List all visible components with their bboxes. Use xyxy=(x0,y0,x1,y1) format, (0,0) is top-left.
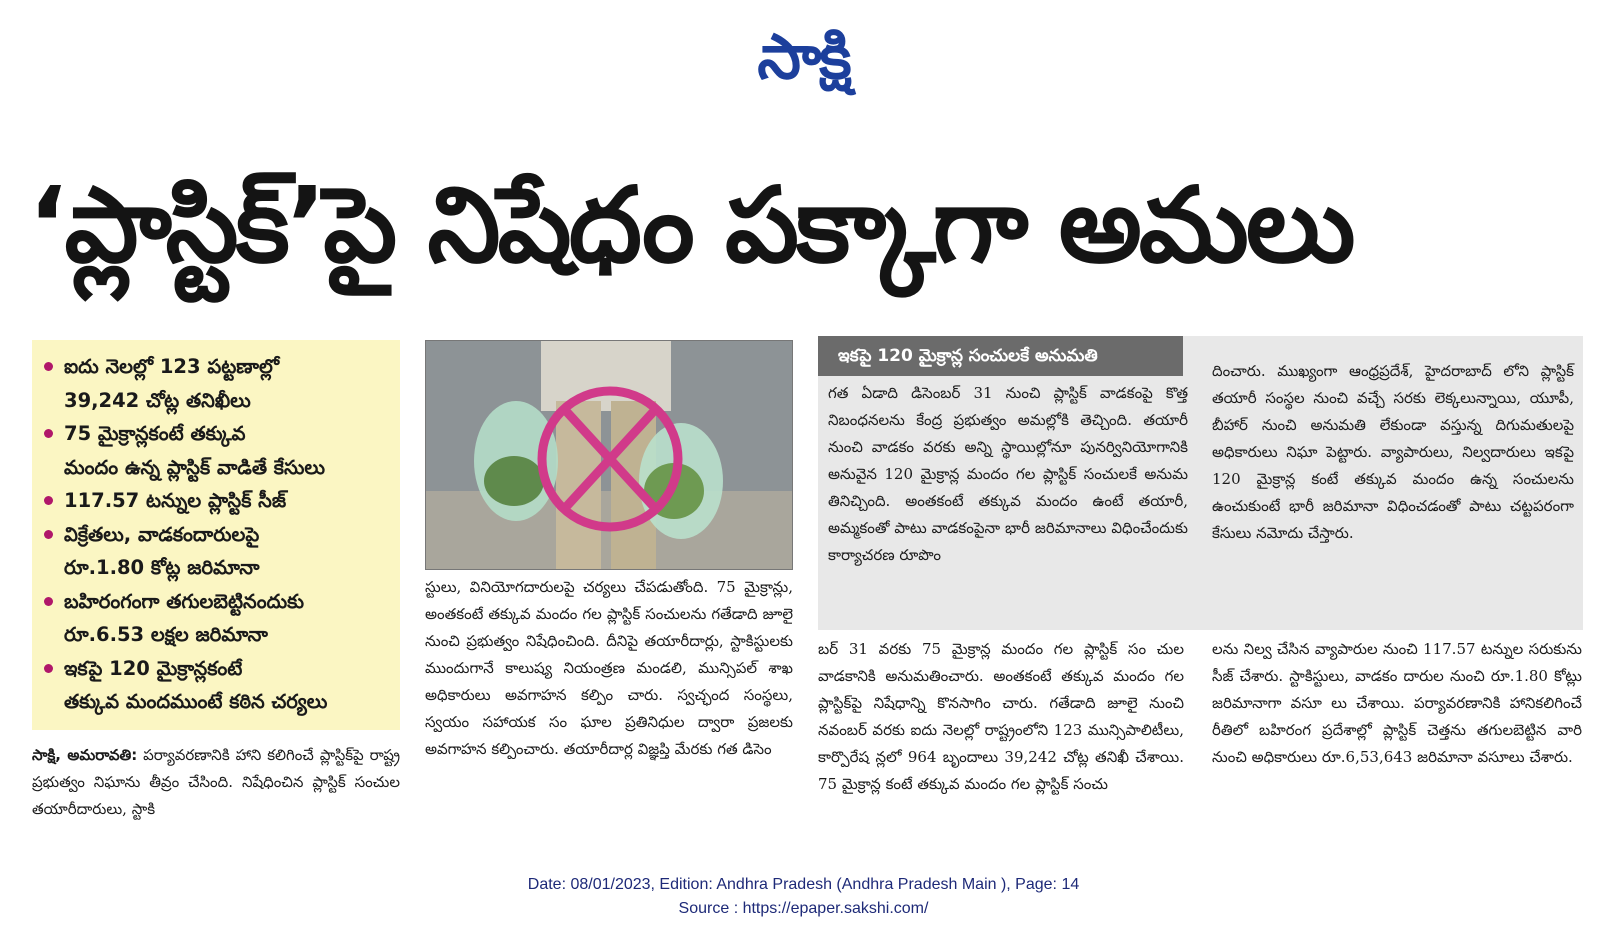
bullet-dot-icon xyxy=(44,597,53,606)
body-paragraph: బర్ 31 వరకు 75 మైక్రాన్ల మందం గల ప్లాస్టిక్ సం చుల వాడకానికి అనుమతించారు. అంతకంటే తక్కువ మందం గల ప్లాస్టిక్‌పై నిషేధాన్ని కొనసాగిం చారు. గతేడాది జూలై నుంచి నవంబర్ వరకు ఐదు నెలల్లో రాష్ట్రంలోని 123 మున్సిపాలిటీలు, కార్పొరేష న్లలో 964 బృందాలు 39,242 చోట్ల తనిఖీ చేశాయి. 75 మైక్రాన్ల కంటే తక్కువ మందం గల ప్లాస్టిక్ సంచు xyxy=(818,640,1184,793)
bullet-dot-icon xyxy=(44,496,53,505)
footer-source: Source : https://epaper.sakshi.com/ xyxy=(678,900,929,917)
bullet-dot-icon xyxy=(44,429,53,438)
highlight-line: 39,242 చోట్ల తనిఖీలు xyxy=(64,388,251,412)
article-column-4 xyxy=(1212,636,1582,771)
highlight-line: రూ.1.80 కోట్ల జరిమానా xyxy=(64,556,260,579)
bullet-dot-icon xyxy=(44,362,53,371)
article-column-2 xyxy=(425,574,793,763)
bullet-dot-icon xyxy=(44,664,53,673)
highlight-item xyxy=(42,350,392,417)
sidebar-box-right-text xyxy=(1212,358,1574,547)
highlight-item xyxy=(42,417,392,484)
highlight-line: బహిరంగంగా తగులబెట్టినందుకు xyxy=(64,589,305,613)
plastic-bags-ban-illustration xyxy=(426,341,793,570)
body-paragraph: గత ఏడాది డిసెంబర్ 31 నుంచి ప్లాస్టిక్ వాడకంపై కొత్త నిబంధనలను కేంద్ర ప్రభుత్వం అమల్లోకి తెచ్చింది. తయారీ నుంచి వాడకం వరకు అన్ని స్థాయిల్లోనూ పునర్వినియోగానికి అనువైన 120 మైక్రాన్ల మందం గల ప్లాస్టిక్ సంచులకే అనుమ తినిచ్చింది. అంతకంటే తక్కువ మందం ఉంటే తయారీ, అమ్మకంతో పాటు వాడకంపైనా భారీ జరిమానాలు విధించేందుకు కార్యాచరణ రూపొం xyxy=(828,384,1188,564)
highlight-item xyxy=(42,518,392,585)
highlight-item xyxy=(42,652,392,719)
article-headline: ‘ప్లాస్టిక్’పై నిషేధం పక్కాగా అమలు xyxy=(28,164,1353,286)
body-paragraph: లను నిల్వ చేసిన వ్యాపారుల నుంచి 117.57 టన్నుల సరుకును సీజ్ చేశారు. స్టాకిస్టులు, వాడకం దారుల నుంచి రూ.1.80 కోట్లు జరిమానాగా వసూ లు చేశాయి. పర్యావరణానికి హానికలిగించే రీతిలో బహిరంగ ప్రదేశాల్లో ప్లాస్టిక్ చెత్తను తగులబెట్టిన వారి నుంచి అధికారులు రూ.6,53,643 జరిమానా వసూలు చేశారు. xyxy=(1212,640,1582,766)
bullet-dot-icon xyxy=(44,530,53,539)
article-column-1 xyxy=(32,742,400,823)
highlight-line: రూ.6.53 లక్షల జరిమానా xyxy=(64,623,268,646)
highlight-line: 75 మైక్రాన్లకంటే తక్కువ xyxy=(64,422,246,445)
highlight-line: ఇకపై 120 మైక్రాన్లకంటే xyxy=(64,656,243,680)
highlight-line: మందం ఉన్న ప్లాస్టిక్ వాడితే కేసులు xyxy=(64,455,325,479)
body-paragraph: పర్యావరణానికి హాని కలిగించే ప్లాస్టిక్‌పై రాష్ట్ర ప్రభుత్వం నిఘాను తీవ్రం చేసింది. నిషేధించిన ప్లాస్టిక్ సంచుల తయారీదారులు, స్టాకి xyxy=(32,746,400,818)
article-photo xyxy=(425,340,793,570)
sidebar-box-left-text xyxy=(828,380,1188,569)
dateline: సాక్షి, అమరావతి: xyxy=(32,746,138,764)
footer-date-edition: Date: 08/01/2023, Edition: Andhra Pradesh (Andhra Pradesh Main ), Page: 14 xyxy=(527,876,1080,893)
body-paragraph: స్టులు, వినియోగదారులపై చర్యలు చేపడుతోంది. 75 మైక్రాన్లు, అంతకంటే తక్కువ మందం గల ప్లాస్టిక్ సంచులను గతేడాది జూలై నుంచి ప్రభుత్వం నిషేధించింది. దీనిపై తయారీదార్లు, స్టాకిస్టులకు ముందుగానే కాలుష్య నియంత్రణ మండలి, మున్సిపల్ శాఖ అధికారులు అవగాహన కల్పిం చారు. స్వచ్ఛంద సంస్థలు, స్వయం సహాయక సం ఘాల ప్రతినిధుల ద్వారా ప్రజలకు అవగాహన కల్పించారు. తయారీదార్ల విజ్ఞప్తి మేరకు గత డిసెం xyxy=(425,578,793,758)
highlight-line: విక్రేతలు, వాడకందారులపై xyxy=(64,522,260,546)
body-paragraph: దించారు. ముఖ్యంగా ఆంధ్రప్రదేశ్, హైదరాబాద్ లోని ప్లాస్టిక్ తయారీ సంస్థల నుంచి వచ్చే సరకు లెక్కలున్నాయి, యూపీ, బీహార్ నుంచి అనుమతి లేకుండా వస్తున్న దిగుమతులపై అధికారులు నిఘా పెట్టారు. వ్యాపారులు, నిల్వదారులు ఇకపై 120 మైక్రాన్ల కంటే తక్కువ మందం ఉన్న సంచులను ఉంచుకుంటే భారీ జరిమానా విధించడంతో పాటు చట్టపరంగా కేసులు నమోదు చేస్తారు. xyxy=(1212,362,1574,542)
highlight-line: 117.57 టన్నుల ప్లాస్టిక్ సీజ్ xyxy=(64,489,287,512)
highlight-line: తక్కువ మందముంటే కఠిన చర్యలు xyxy=(64,690,328,713)
highlights-box xyxy=(32,340,400,730)
article-column-3 xyxy=(818,636,1184,798)
masthead-logo: సాక్షి xyxy=(757,20,850,93)
sidebar-box-label: ఇకపై 120 మైక్రాన్ల సంచులకే అనుమతి xyxy=(818,336,1183,376)
highlight-line: ఐదు నెలల్లో 123 పట్టణాల్లో xyxy=(64,355,280,378)
highlight-item xyxy=(42,484,392,518)
highlight-item xyxy=(42,585,392,652)
